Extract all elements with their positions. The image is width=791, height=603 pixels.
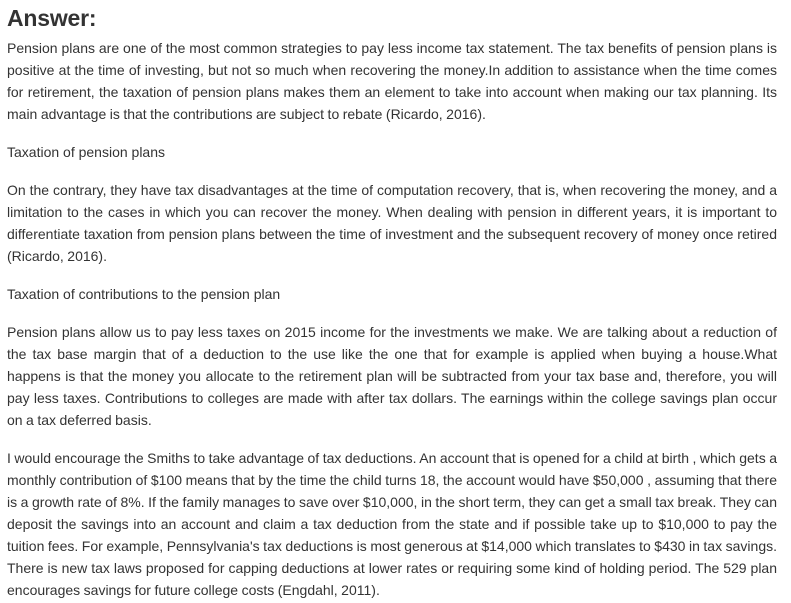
paragraph-pay-less-taxes: Pension plans allow us to pay less taxes on 2015 income for the investments we make. We are talking about a reduction of the tax base margin that of a deduction to the use like the one that for example is applied when buying a house.What happens is that the money you allocate to the retirement plan will be subtracted from your tax base and, therefore, you will pay less taxes. Contributions to colleges are made with after tax dollars. The earnings within the college savings plan occur on a tax deferred basis. bbox=[7, 324, 777, 428]
subheading-taxation-of-contributions: Taxation of contributions to the pension plan bbox=[7, 286, 281, 302]
paragraph-tax-disadvantages: On the contrary, they have tax disadvantages at the time of computation recovery, that is, when recovering the money, and a limitation to the cases in which you can recover the money. When dealing with pension in different years, it is important to differentiate taxation from pension plans between the time of investment and the subsequent recovery of money once retired (Ricardo, 2016). bbox=[7, 182, 777, 264]
answer-heading: Answer: bbox=[7, 5, 97, 31]
answer-document bbox=[7, 0, 777, 601]
paragraph-smiths-recommendation: I would encourage the Smiths to take advantage of tax deductions. An account that is opened for a child at birth , which gets a monthly contribution of $100 means that by the time the child turns 18, the account would have $50,000 , assuming that there is a growth rate of 8%. If the family manages to save over $10,000, in the short term, they can get a small tax break. They can deposit the savings into an account and claim a tax deduction from the state and if possible take up to $10,000 to pay the tuition fees. For example, Pennsylvania's tax deductions is most generous at $14,000 which translates to $430 in tax savings. There is new tax laws proposed for capping deductions at lower rates or requiring some kind of holding period. The 529 plan encourages savings for future college costs (Engdahl, 2011). bbox=[7, 450, 777, 598]
subheading-taxation-of-pension-plans: Taxation of pension plans bbox=[7, 144, 165, 160]
paragraph-pension-plans-intro: Pension plans are one of the most common strategies to pay less income tax statement. The tax benefits of pension plans is positive at the time of investing, but not so much when recovering the money.In addition to assistance when the time comes for retirement, the taxation of pension plans makes them an element to take into account when making our tax planning. Its main advantage is that the contributions are subject to rebate (Ricardo, 2016). bbox=[7, 40, 777, 122]
